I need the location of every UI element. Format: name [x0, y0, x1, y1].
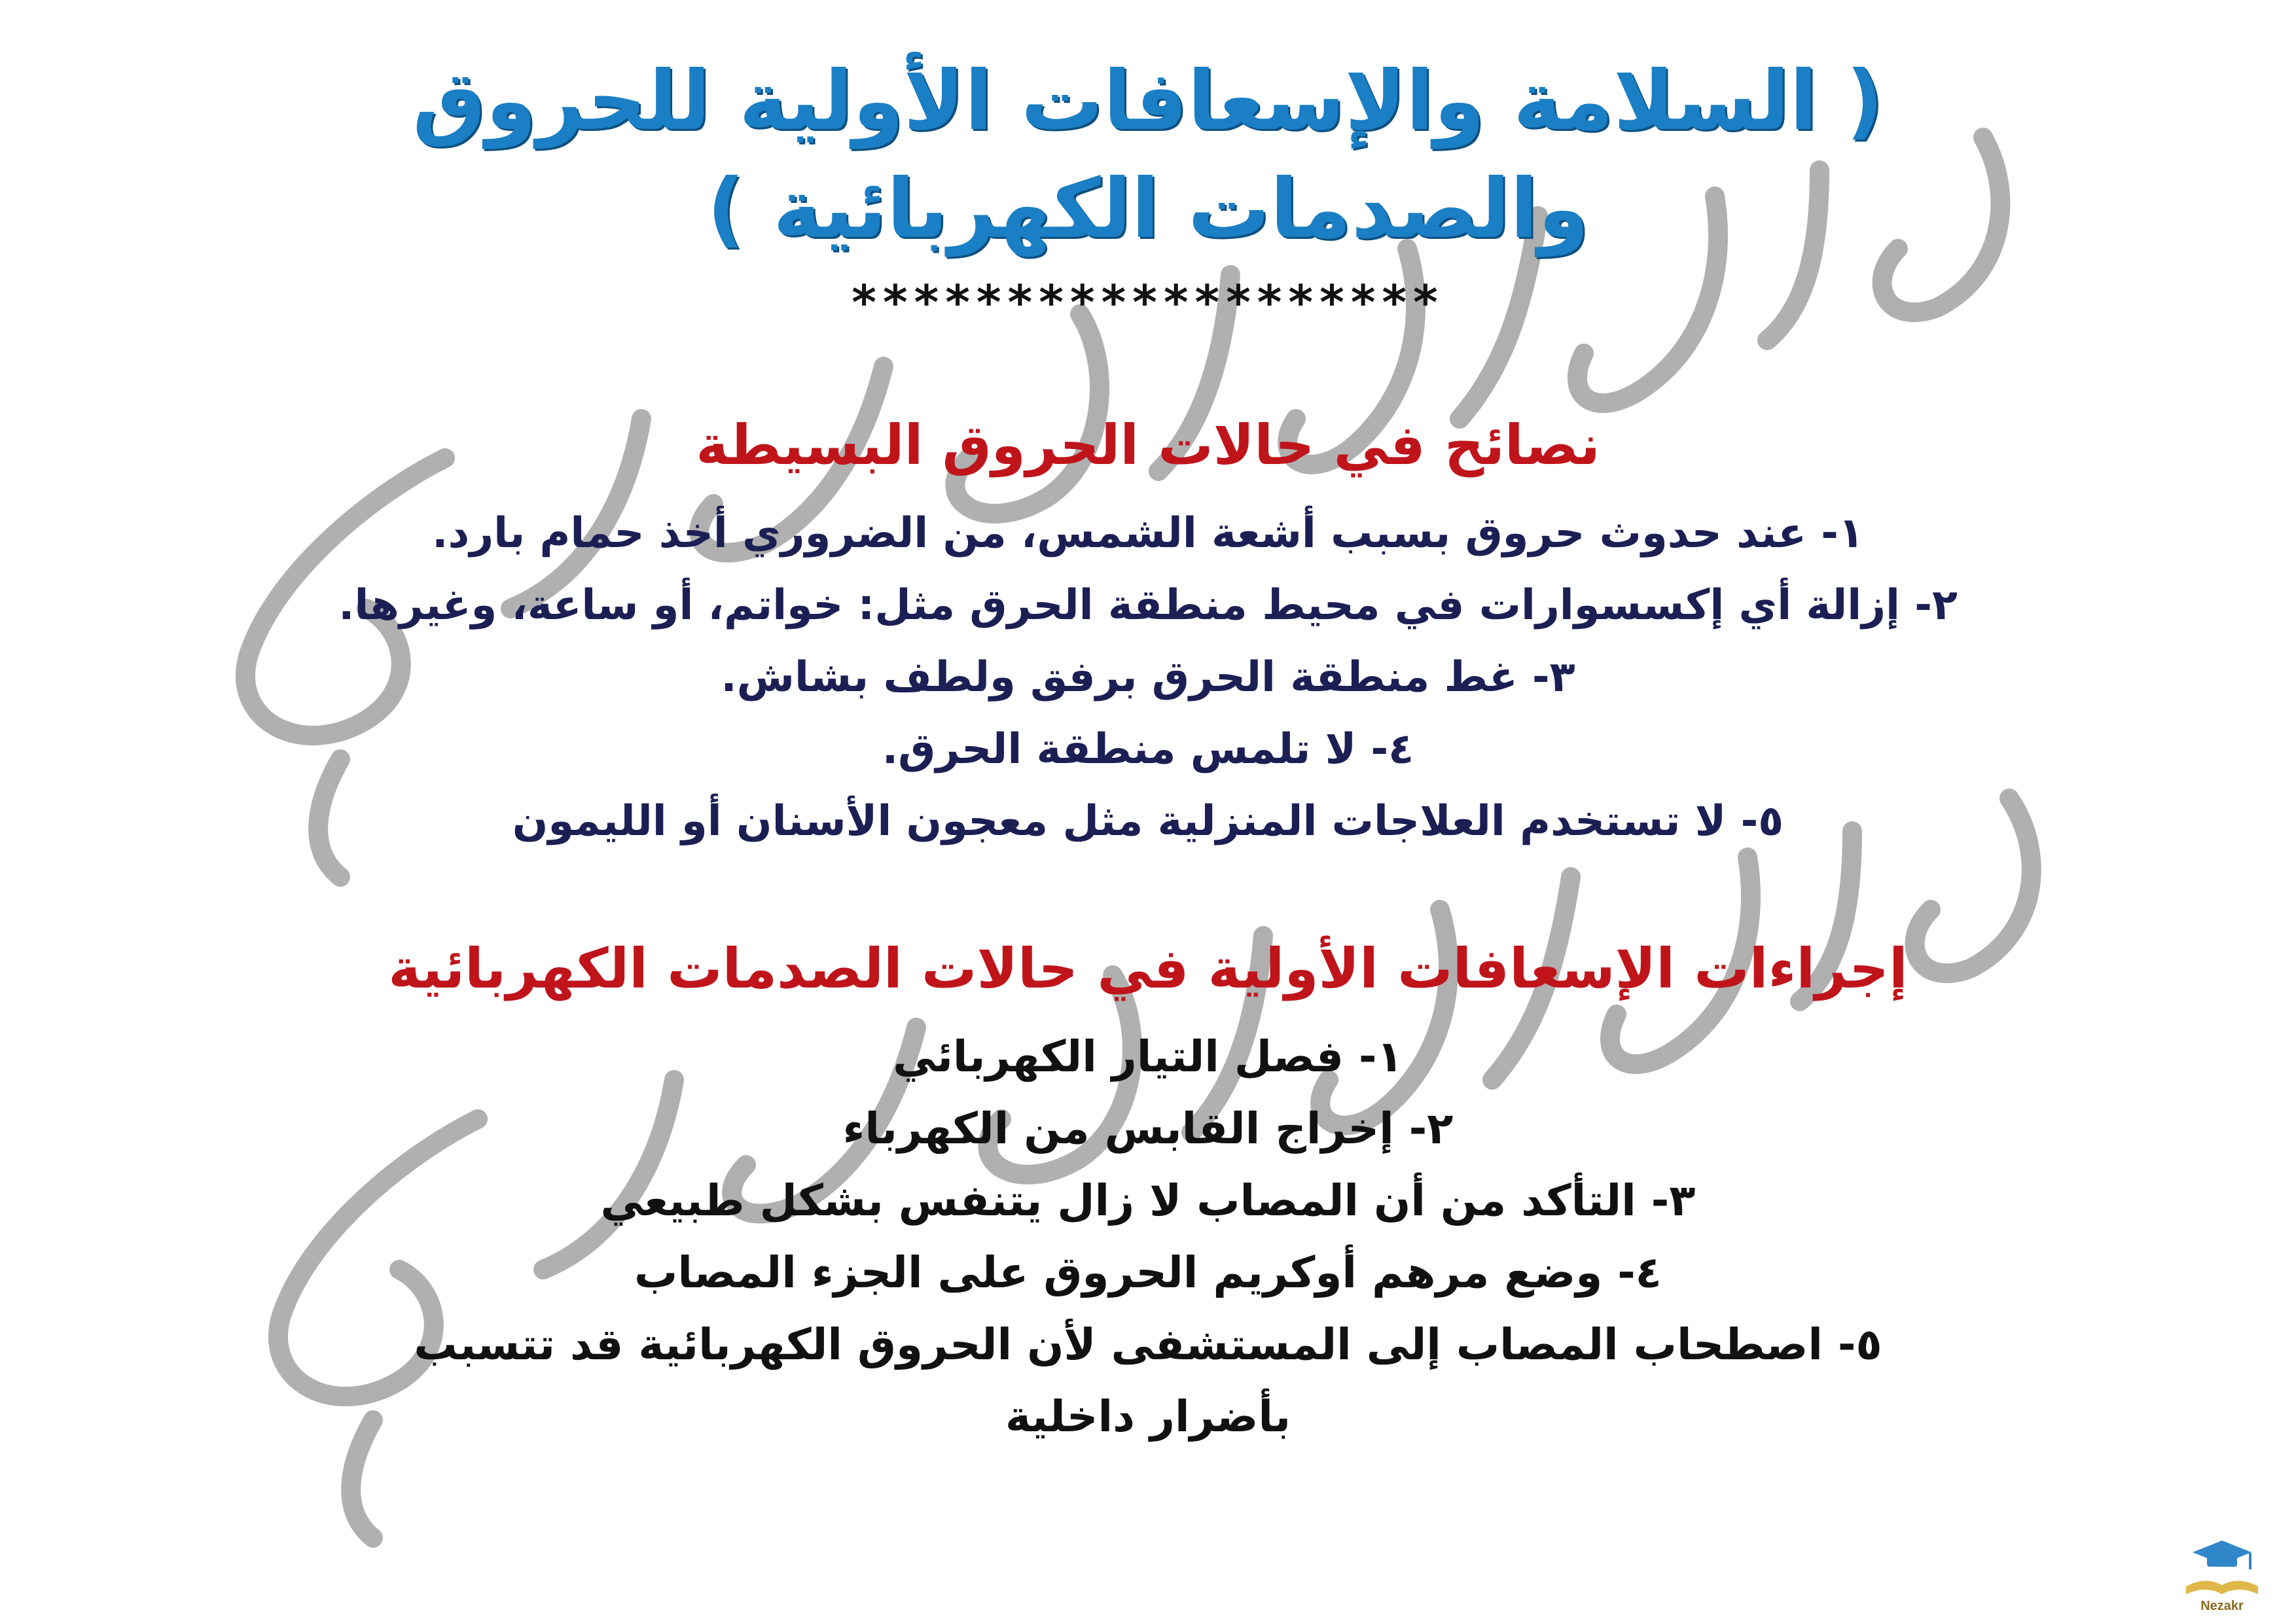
- section-2-item: ٥- اصطحاب المصاب إلى المستشفى لأن الحروق الكهربائية قد تتسبب: [414, 1319, 1882, 1370]
- section-1-item: ٥- لا تستخدم العلاجات المنزلية مثل معجون الأسنان أو الليمون: [512, 797, 1784, 846]
- section-1-item: ٣- غط منطقة الحرق برفق ولطف بشاش.: [721, 653, 1575, 702]
- logo-text: Nezakr: [2200, 1599, 2244, 1613]
- section-1-item: ٢- إزالة أي إكسسوارات في محيط منطقة الحرق مثل: خواتم، أو ساعة، وغيرها.: [338, 581, 1958, 630]
- page-title-line-2: والصدمات الكهربائية ): [707, 162, 1589, 257]
- section-2-item-continuation: بأضرار داخلية: [1005, 1391, 1291, 1442]
- separator-stars: *******************: [852, 275, 1444, 330]
- page-title-line-1: ( السلامة والإسعافات الأولية للحروق: [412, 54, 1884, 149]
- section-2-item: ٤- وضع مرهم أوكريم الحروق على الجزء المصاب: [634, 1247, 1662, 1298]
- section-2-heading: إجراءات الإسعافات الأولية في حالات الصدمات الكهربائية: [388, 936, 1908, 1001]
- section-1-item: ١- عند حدوث حروق بسبب أشعة الشمس، من الضروري أخذ حمام بارد.: [432, 509, 1864, 558]
- section-1-heading: نصائح في حالات الحروق البسيطة: [696, 413, 1600, 477]
- site-logo: [2160, 1535, 2284, 1614]
- section-2-item: ٢- إخراج القابس من الكهرباء: [842, 1103, 1454, 1154]
- section-2-item: ١- فصل التيار الكهربائي: [893, 1031, 1403, 1082]
- graduation-cap-book-icon: [2160, 1535, 2284, 1614]
- section-1-item: ٤- لا تلمس منطقة الحرق.: [882, 725, 1414, 774]
- section-2-item: ٣- التأكد من أن المصاب لا زال يتنفس بشكل طبيعي: [600, 1175, 1696, 1226]
